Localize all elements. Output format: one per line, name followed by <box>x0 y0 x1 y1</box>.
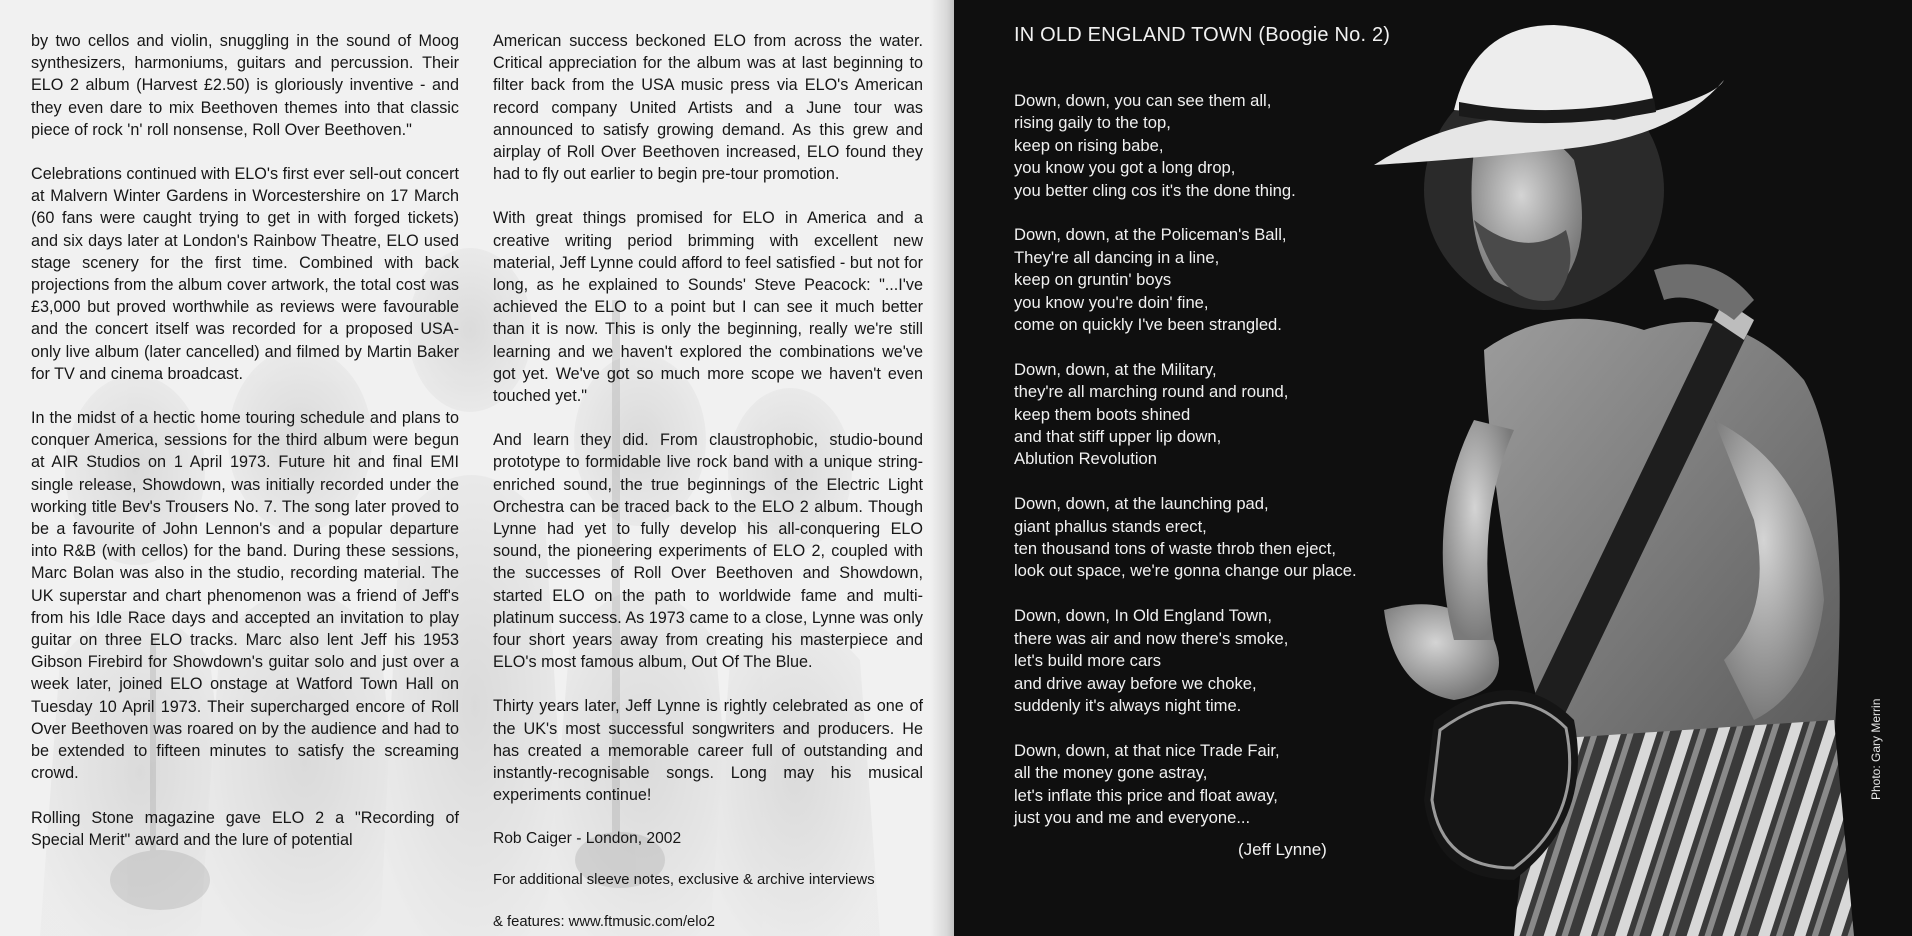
notes-paragraph: In the midst of a hectic home touring schedule and plans to conquer America, sessions for the third album were begun at AIR Studios on 1 April 1973. Future hit and final EMI single release, Showdown, was initially recorded under the working title Bev's Trousers No. 7. The song later proved to be a favourite of John Lennon's and a popular departure into R&B (with cellos) for the band. During these sessions, Marc Bolan was also in the studio, recording material. The UK superstar and chart phenomenon was a friend of Jeff's from his Idle Race days and accepted an invitation to play guitar on three ELO tracks. Marc also lent Jeff his 1953 Gibson Firebird for Showdown's guitar solo and just over a week later, joined ELO onstage at Watford Town Hall on Tuesday 10 April 1973. Their supercharged encore of Roll Over Beethoven was roared on by the audience and had to be extended to fifteen minutes to satisfy the screaming crowd. <box>31 409 459 783</box>
lyric-line: keep on gruntin' boys <box>1014 270 1172 290</box>
lyric-line: and drive away before we choke, <box>1014 673 1257 693</box>
lyric-line: let's build more cars <box>1014 651 1162 671</box>
lyric-line: there was air and now there's smoke, <box>1014 628 1289 648</box>
lyric-line: come on quickly I've been strangled. <box>1014 315 1282 335</box>
lyric-line: look out space, we're gonna change our place. <box>1014 561 1357 581</box>
lyric-line: giant phallus stands erect, <box>1014 516 1207 536</box>
lyric-line: you know you're doin' fine, <box>1014 292 1209 312</box>
lyric-line: Down, down, at the Military, <box>1014 359 1217 379</box>
lyric-line: they're all marching round and round, <box>1014 382 1289 402</box>
more-info-line: & features: www.ftmusic.com/elo2 <box>493 913 716 930</box>
lyric-line: Down, down, at the launching pad, <box>1014 494 1269 514</box>
lyric-line: Down, down, In Old England Town, <box>1014 606 1272 626</box>
lyric-line: suddenly it's always night time. <box>1014 695 1242 715</box>
lyric-stanza <box>1014 224 1484 336</box>
lyric-line: Down, down, at the Policeman's Ball, <box>1014 225 1287 245</box>
lyric-line: and that stiff upper lip down, <box>1014 427 1222 447</box>
notes-paragraph: by two cellos and violin, snuggling in the sound of Moog synthesizers, harmoniums, guitars and percussion. Their ELO 2 album (Harvest £2.50) is gloriously inventive - and they even dare to mix Beethoven themes into that classic piece of rock 'n' roll nonsense, Roll Over Beethoven." <box>31 32 459 139</box>
lyricist-credit: (Jeff Lynne) <box>1238 840 1327 859</box>
notes-paragraph: Thirty years later, Jeff Lynne is rightly celebrated as one of the UK's most successful songwriters and producers. He has created a memorable career full of outstanding and instantly-recognisable songs. Long may his musical experiments continue! <box>493 697 923 805</box>
notes-paragraph: Rolling Stone magazine gave ELO 2 a "Recording of Special Merit" award and the lure of potential <box>31 808 459 849</box>
notes-column-left <box>31 30 459 873</box>
lyric-stanza <box>1014 90 1484 202</box>
lyric-line: let's inflate this price and float away, <box>1014 785 1278 805</box>
lyric-stanza <box>1014 605 1484 717</box>
lyric-line: ten thousand tons of waste throb then eject, <box>1014 539 1336 559</box>
author-signature: Rob Caiger - London, 2002 <box>493 829 682 847</box>
notes-paragraph: American success beckoned ELO from across the water. Critical appreciation for the album was at last beginning to filter back from the USA music press via ELO's American record company United Artists and a June tour was announced to satisfy growing demand. As this grew and airplay of Roll Over Beethoven increased, ELO found they had to fly out earlier to begin pre-tour promotion. <box>493 32 923 184</box>
lyric-stanza <box>1014 493 1484 583</box>
notes-column-right <box>493 30 923 936</box>
lyrics-block <box>1014 20 1484 852</box>
lyric-line: They're all dancing in a line, <box>1014 247 1220 267</box>
more-info-line: For additional sleeve notes, exclusive & archive interviews <box>493 872 875 888</box>
lyric-line: Down, down, you can see them all, <box>1014 91 1272 110</box>
lyric-line: rising gaily to the top, <box>1014 113 1171 133</box>
lyric-line: you know you got a long drop, <box>1014 158 1236 178</box>
lyric-line: just you and me and everyone... <box>1014 807 1251 827</box>
lyrics-page <box>954 0 1912 936</box>
lyric-line: you better cling cos it's the done thing. <box>1014 180 1296 200</box>
lyric-line: keep them boots shined <box>1014 404 1191 424</box>
lyric-line: Ablution Revolution <box>1014 449 1157 469</box>
lyric-line: keep on rising babe, <box>1014 135 1164 155</box>
sleeve-notes-page <box>0 0 954 936</box>
notes-paragraph: With great things promised for ELO in America and a creative writing period brimming with excellent new material, Jeff Lynne could afford to feel satisfied - but not for long, as he explained to Sounds' Steve Peacock: "...I've achieved the ELO to a point but I can see it much better than it is now. This is only the beginning, really we're still learning and we haven't explored the combinations we've got yet. We've got so much more scope we haven't even touched yet." <box>493 209 923 406</box>
song-title: IN OLD ENGLAND TOWN (Boogie No. 2) <box>1014 24 1391 46</box>
notes-paragraph: Celebrations continued with ELO's first ever sell-out concert at Malvern Winter Gardens in Worcestershire on 17 March (60 fans were caught trying to get in with forged tickets) and six days later at London's Rainbow Theatre, ELO used stage scenery for the first time. Combined with back projections from the album cover artwork, the total cost was £3,000 but proved worthwhile as reviews were favourable and the concert itself was recorded for a proposed USA-only live album (later cancelled) and filmed by Martin Baker for TV and cinema broadcast. <box>31 165 459 383</box>
notes-paragraph: And learn they did. From claustrophobic, studio-bound prototype to formidable live rock band with a unique string-enriched sound, the true beginnings of the Electric Light Orchestra can be traced back to the ELO 2 album. Though Lynne had yet to fully develop his all-conquering ELO sound, the pioneering experiments of ELO 2, coupled with the successes of Roll Over Beethoven and Showdown, started ELO on the path to worldwide fame and multi-platinum success. As 1973 came to a close, Lynne was only four short years away from creating his masterpiece and ELO's most famous album, Out Of The Blue. <box>493 431 923 672</box>
lyric-line: Down, down, at that nice Trade Fair, <box>1014 740 1280 760</box>
lyric-stanza <box>1014 740 1484 830</box>
lyric-stanza <box>1014 359 1484 471</box>
lyric-line: all the money gone astray, <box>1014 763 1208 783</box>
photo-credit: Photo: Gary Merrin <box>1869 698 1883 800</box>
